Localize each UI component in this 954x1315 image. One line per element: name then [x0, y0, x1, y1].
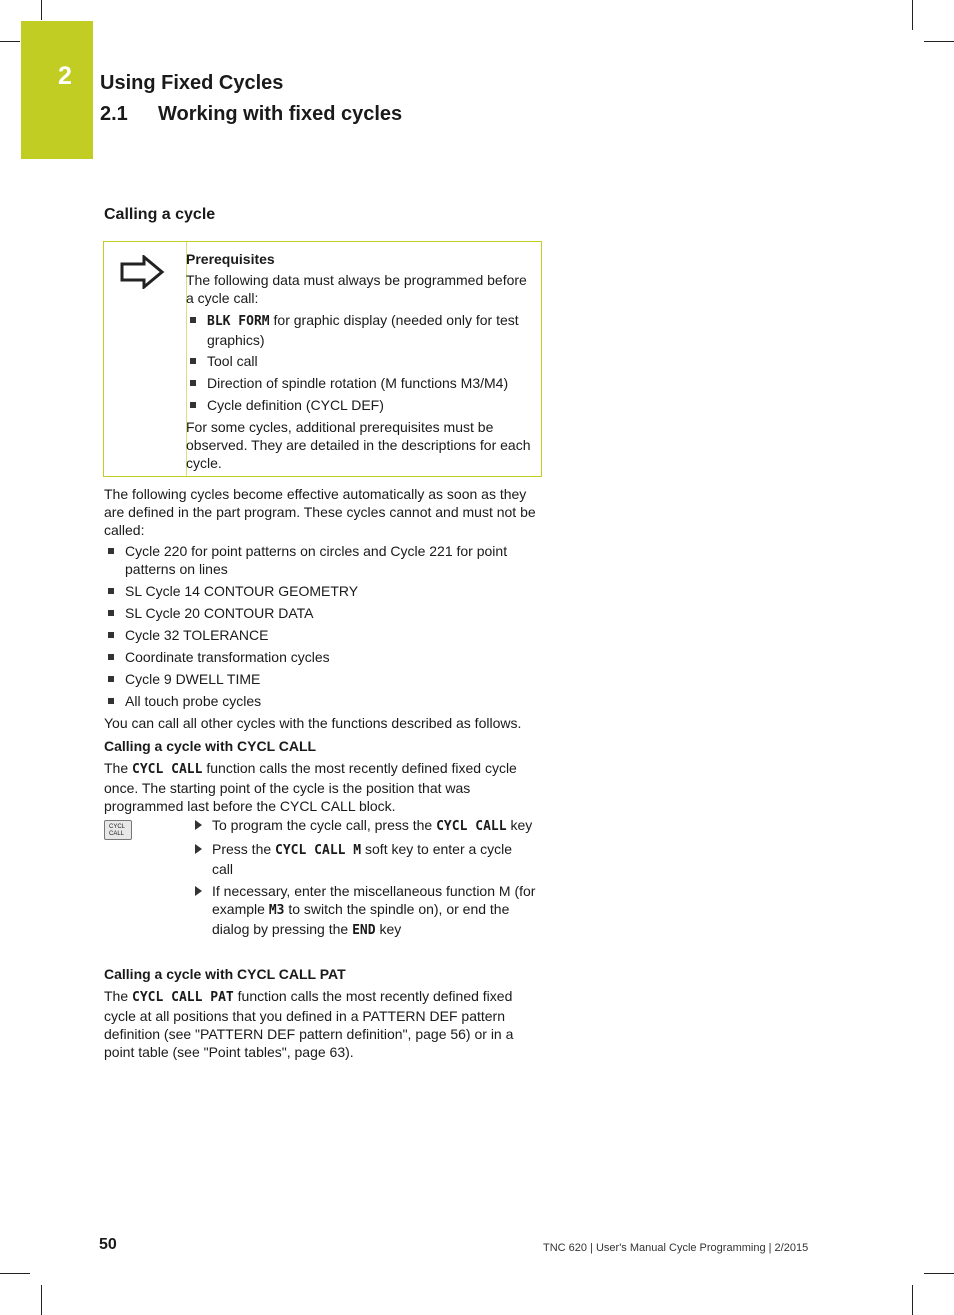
list-item [104, 582, 546, 600]
code-keyword: M3 [268, 903, 285, 918]
code-keyword: END [352, 923, 376, 938]
list-item [191, 816, 536, 836]
bullet-square-icon [190, 317, 196, 323]
footer-text: TNC 620 | User's Manual Cycle Programming | 2/2015 [543, 1242, 809, 1254]
text-span: key [506, 817, 533, 833]
bullet-square-icon [190, 358, 196, 364]
bullet-square-icon [190, 402, 196, 408]
list-item-text: for graphic display (needed only for test graphics) [207, 312, 519, 348]
bullet-square-icon [108, 654, 114, 660]
chapter-title: Using Fixed Cycles [100, 72, 284, 94]
text-span: key [375, 921, 402, 937]
text-span: function calls the most recently defined fixed cycle once. The starting point of the cycle is the position that was programmed last before the CYCL CALL block. [104, 760, 517, 814]
list-item-text: Cycle 220 for point patterns on circles and Cycle 221 for point patterns on lines [125, 543, 508, 577]
section-title-text: Working with fixed cycles [158, 103, 403, 125]
list-item-text: All touch probe cycles [125, 693, 262, 709]
crop-mark [0, 1273, 30, 1274]
code-keyword: CYCL CALL [132, 762, 203, 777]
list-item [191, 882, 536, 940]
cycl-call-pat-paragraph [104, 987, 540, 1061]
crop-mark [924, 41, 954, 42]
section-number: 2.1 [100, 103, 128, 125]
list-item [191, 840, 536, 878]
auto-cycles-section [104, 485, 546, 732]
heading-cycl-call: Calling a cycle with CYCL CALL [104, 738, 317, 754]
bullet-square-icon [108, 698, 114, 704]
heading-cycl-call-pat: Calling a cycle with CYCL CALL PAT [104, 966, 346, 982]
list-item [104, 692, 546, 710]
list-item-text: SL Cycle 14 CONTOUR GEOMETRY [125, 583, 359, 599]
code-keyword: CYCL CALL PAT [132, 990, 234, 1005]
list-item-text: SL Cycle 20 CONTOUR DATA [125, 605, 314, 621]
chapter-tab [21, 21, 93, 159]
cycl-call-paragraph [104, 759, 540, 815]
key-label: CYCL [109, 824, 126, 830]
chapter-number: 2 [58, 62, 72, 90]
list-item-text: Cycle definition (CYCL DEF) [207, 397, 384, 413]
section-title [100, 103, 402, 126]
page-number: 50 [99, 1236, 117, 1253]
triangle-bullet-icon [195, 820, 202, 830]
heading-calling-a-cycle: Calling a cycle [104, 206, 216, 223]
text-span: Press the [212, 841, 276, 857]
code-keyword: CYCL CALL M [275, 843, 362, 858]
key-label: CALL [109, 830, 125, 837]
list-item [104, 626, 546, 644]
auto-cycles-intro: The following cycles become effective automatically as soon as they are defined in the part program. These cycles cannot and must not be called: [104, 486, 536, 538]
crop-mark [41, 0, 42, 20]
prerequisites-title: Prerequisites [186, 251, 275, 267]
code-keyword: CYCL CALL [436, 819, 507, 834]
list-item [186, 374, 536, 392]
text-span: If necessary, enter the miscellaneous function M (for example [212, 883, 536, 917]
text-span: function calls the most recently defined fixed cycle at all positions that you defined in a PATTERN DEF pattern definition (see "PATTERN DEF pattern definition", page 56) or in a point table (see "Point tables", page 63). [104, 988, 514, 1060]
list-item [186, 352, 536, 370]
list-item [104, 670, 546, 688]
crop-mark [912, 0, 913, 30]
list-item-text: Tool call [207, 353, 258, 369]
bullet-square-icon [108, 676, 114, 682]
list-item [104, 542, 546, 578]
list-item-text: Cycle 32 TOLERANCE [125, 627, 269, 643]
prerequisites-content [186, 250, 536, 472]
text-span: The [104, 760, 133, 776]
text-span: to switch the spindle on), or end the dialog by pressing the [212, 901, 510, 937]
list-item-text: Direction of spindle rotation (M functions M3/M4) [207, 375, 509, 391]
list-item [186, 311, 536, 349]
auto-cycles-list [104, 542, 546, 710]
cycl-call-steps [191, 816, 536, 940]
text-span: soft key to enter a cycle call [212, 841, 513, 877]
crop-mark [0, 41, 20, 42]
cycl-call-key-icon [104, 820, 132, 840]
prerequisites-box [103, 241, 542, 477]
list-item [104, 648, 546, 666]
bullet-square-icon [190, 380, 196, 386]
bullet-square-icon [108, 632, 114, 638]
arrow-right-icon [119, 255, 165, 289]
bullet-square-icon [108, 588, 114, 594]
crop-mark [41, 1285, 42, 1315]
prerequisites-list [186, 311, 536, 414]
list-item-text: Coordinate transformation cycles [125, 649, 330, 665]
crop-mark [924, 1273, 954, 1274]
prerequisites-intro: The following data must always be programmed before a cycle call: [186, 272, 527, 306]
auto-cycles-outro: You can call all other cycles with the functions described as follows. [104, 715, 522, 731]
bullet-square-icon [108, 548, 114, 554]
list-item-text: Cycle 9 DWELL TIME [125, 671, 261, 687]
text-span: The [104, 988, 133, 1004]
code-keyword: BLK FORM [207, 314, 270, 329]
triangle-bullet-icon [195, 844, 202, 854]
bullet-square-icon [108, 610, 114, 616]
list-item [186, 396, 536, 414]
crop-mark [912, 1285, 913, 1315]
prerequisites-outro: For some cycles, additional prerequisites must be observed. They are detailed in the descriptions for each cycle. [186, 419, 531, 471]
list-item [104, 604, 546, 622]
text-span: To program the cycle call, press the [212, 817, 437, 833]
triangle-bullet-icon [195, 886, 202, 896]
